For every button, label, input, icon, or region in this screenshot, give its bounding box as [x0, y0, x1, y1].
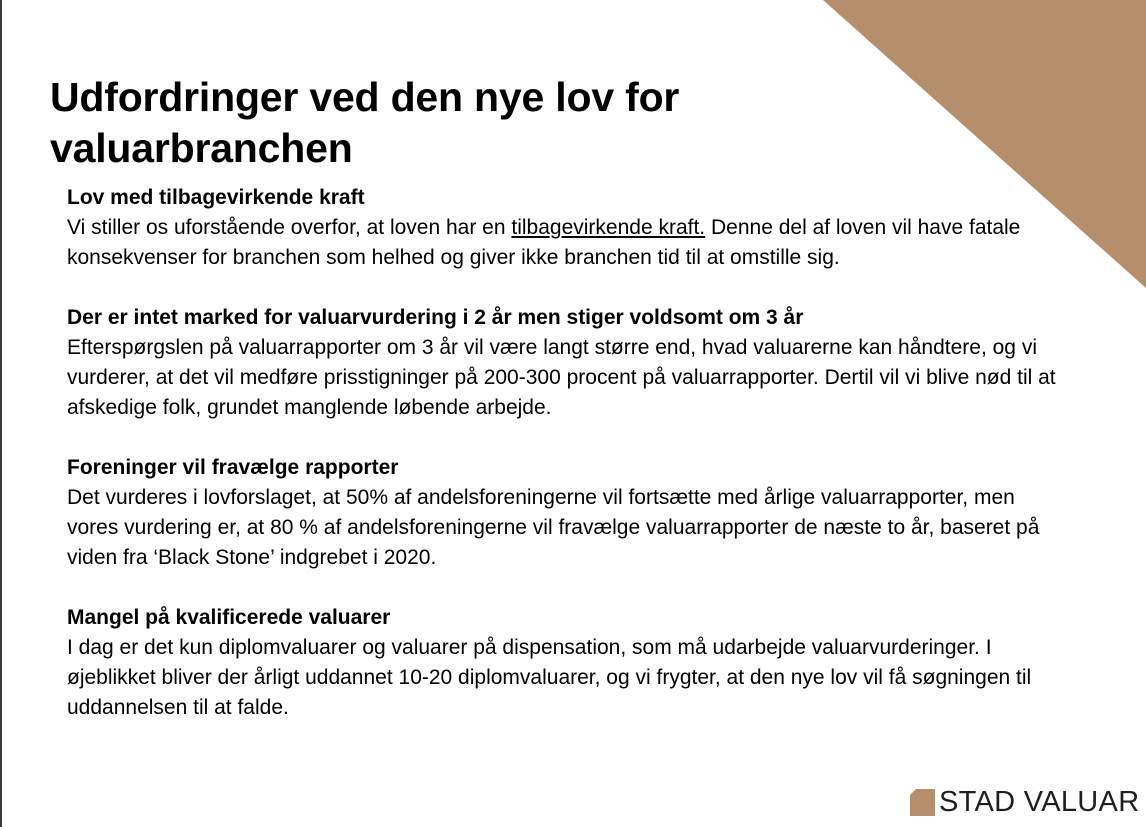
section-associations-opt-out [67, 453, 1067, 573]
slide-left-border [0, 0, 2, 827]
slide-title: Udfordringer ved den nye lov for valuarbranchen [50, 74, 680, 171]
stad-valuar-logo [910, 785, 1139, 819]
section-body: I dag er det kun diplomvaluarer og valuarer på dispensation, som må udarbejde valuarvurderinger. I øjeblikket bliver der årligt uddannet 10-20 diplomvaluarer, og vi frygter, at den nye lov vil få søgningen til uddannelsen til at falde. [67, 636, 1032, 719]
stad-valuar-logo-mark-icon [910, 789, 935, 816]
section-heading: Mangel på kvalificerede valuarer [67, 606, 391, 629]
section-heading: Der er intet marked for valuarvurdering i 2 år men stiger voldsomt om 3 år [67, 306, 804, 329]
section-heading: Lov med tilbagevirkende kraft [67, 186, 365, 209]
section-heading: Foreninger vil fravælge rapporter [67, 456, 399, 479]
section-body-text: Denne del af loven vil have fatale konsekvenser for branchen som helhed og giver ikke branchen tid til at omstille sig. [67, 216, 1021, 269]
logo-text: STAD VALUAR [939, 786, 1140, 818]
retroactive-power-link[interactable]: tilbagevirkende kraft. [511, 216, 706, 239]
slide-content [67, 183, 1067, 753]
section-body: Efterspørgslen på valuarrapporter om 3 år vil være langt større end, hvad valuarerne kan håndtere, og vi vurderer, at det vil medføre prisstigninger på 200-300 procent på valuarrapporter. Dertil vil vi blive nød til at afskedige folk, grundet manglende løbende arbejde. [67, 336, 1056, 419]
section-retroactive-law [67, 183, 1067, 273]
section-market-demand [67, 303, 1067, 423]
section-body [67, 213, 1067, 273]
section-qualified-valuers-shortage [67, 603, 1067, 723]
section-body-text: Vi stiller os uforstående overfor, at loven har en [67, 216, 512, 239]
section-body: Det vurderes i lovforslaget, at 50% af andelsforeningerne vil fortsætte med årlige valuarrapporter, men vores vurdering er, at 80 % af andelsforeningerne vil fravælge valuarrapporter de næste to år, baseret på viden fra ‘Black Stone’ indgrebet i 2020. [67, 486, 1040, 569]
